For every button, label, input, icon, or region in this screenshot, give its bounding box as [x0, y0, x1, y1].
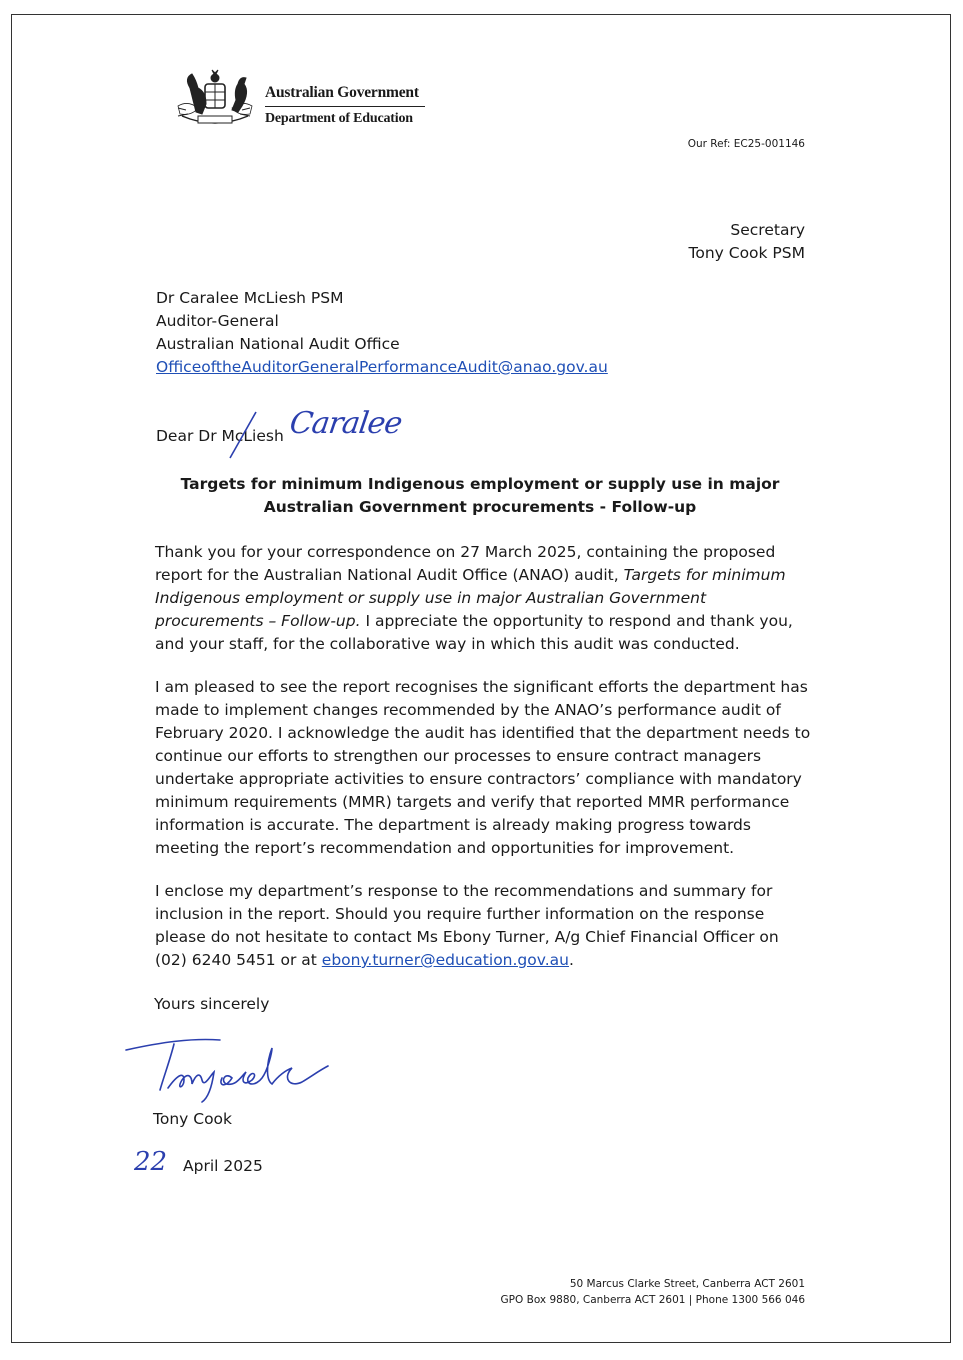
- handwritten-signature: [122, 1028, 332, 1103]
- footer-line-1: 50 Marcus Clarke Street, Canberra ACT 2601: [569, 1278, 805, 1290]
- paragraph-3-text: I enclose my department’s response to the recommendations and summary for inclusion in the report. Should you require further information on the response please do not hesitate to contact Ms Ebony Turner, A/g Chief Financial Officer on (02) 6240 5451 or at: [155, 882, 779, 969]
- footer-line-2: GPO Box 9880, Canberra ACT 2601 | Phone 1300 566 046: [500, 1294, 805, 1306]
- footer-address: [501, 1276, 805, 1308]
- recipient-block: [156, 287, 608, 379]
- reference-number: Our Ref: EC25-001146: [687, 138, 805, 150]
- recipient-office: Australian National Audit Office: [156, 335, 400, 353]
- salutation: Dear Dr McLiesh: [156, 427, 284, 445]
- paragraph-1-audit-title: Targets for minimum Indigenous employment or supply use in major Australian Government procurements – Follow-up.: [155, 566, 786, 630]
- date-month-year: April 2025: [183, 1157, 263, 1175]
- subject-heading: [156, 473, 804, 519]
- coat-of-arms-icon: [172, 66, 258, 134]
- letterhead-divider: [265, 106, 425, 107]
- recipient-name: Dr Caralee McLiesh PSM: [156, 289, 344, 307]
- paragraph-1: [155, 541, 815, 656]
- sender-block: [689, 219, 806, 265]
- letterhead-government: Australian Government: [265, 84, 419, 101]
- handwritten-strike-mark: [208, 410, 268, 460]
- paragraph-1-text: Thank you for your correspondence on 27 March 2025, containing the proposed report for the Australian National Audit Office (ANAO) audit,: [155, 543, 776, 584]
- paragraph-3-text-end: .: [568, 951, 574, 969]
- subject-line-1: Targets for minimum Indigenous employment or supply use in major: [180, 475, 780, 493]
- contact-email-link[interactable]: ebony.turner@education.gov.au: [321, 951, 569, 969]
- sender-name: Tony Cook PSM: [688, 244, 805, 262]
- paragraph-3: [155, 880, 815, 972]
- sender-title: Secretary: [730, 221, 805, 239]
- recipient-email-link[interactable]: OfficeoftheAuditorGeneralPerformanceAudit@anao.gov.au: [156, 358, 608, 376]
- closing: Yours sincerely: [154, 995, 270, 1013]
- paragraph-1-text-end: I appreciate the opportunity to respond and thank you, and your staff, for the collaborative way in which this audit was conducted.: [155, 612, 793, 653]
- subject-line-2: Australian Government procurements - Follow-up: [263, 498, 697, 516]
- handwritten-first-name: Caralee: [287, 406, 404, 441]
- paragraph-2: I am pleased to see the report recognises the significant efforts the department has made to implement changes recommended by the ANAO’s performance audit of February 2020. I acknowledge the audit has identified that the department needs to continue our efforts to strengthen our processes to ensure contract managers undertake appropriate activities to ensure contractors’ compliance with mandatory minimum requirements (MMR) targets and verify that reported MMR performance information is accurate. The department is already making progress towards meeting the report’s recommendation and opportunities for improvement.: [155, 678, 811, 857]
- recipient-position: Auditor-General: [156, 312, 279, 330]
- handwritten-date-day: 22: [134, 1147, 168, 1177]
- letterhead-department: Department of Education: [265, 111, 413, 126]
- signatory-name: Tony Cook: [153, 1110, 233, 1128]
